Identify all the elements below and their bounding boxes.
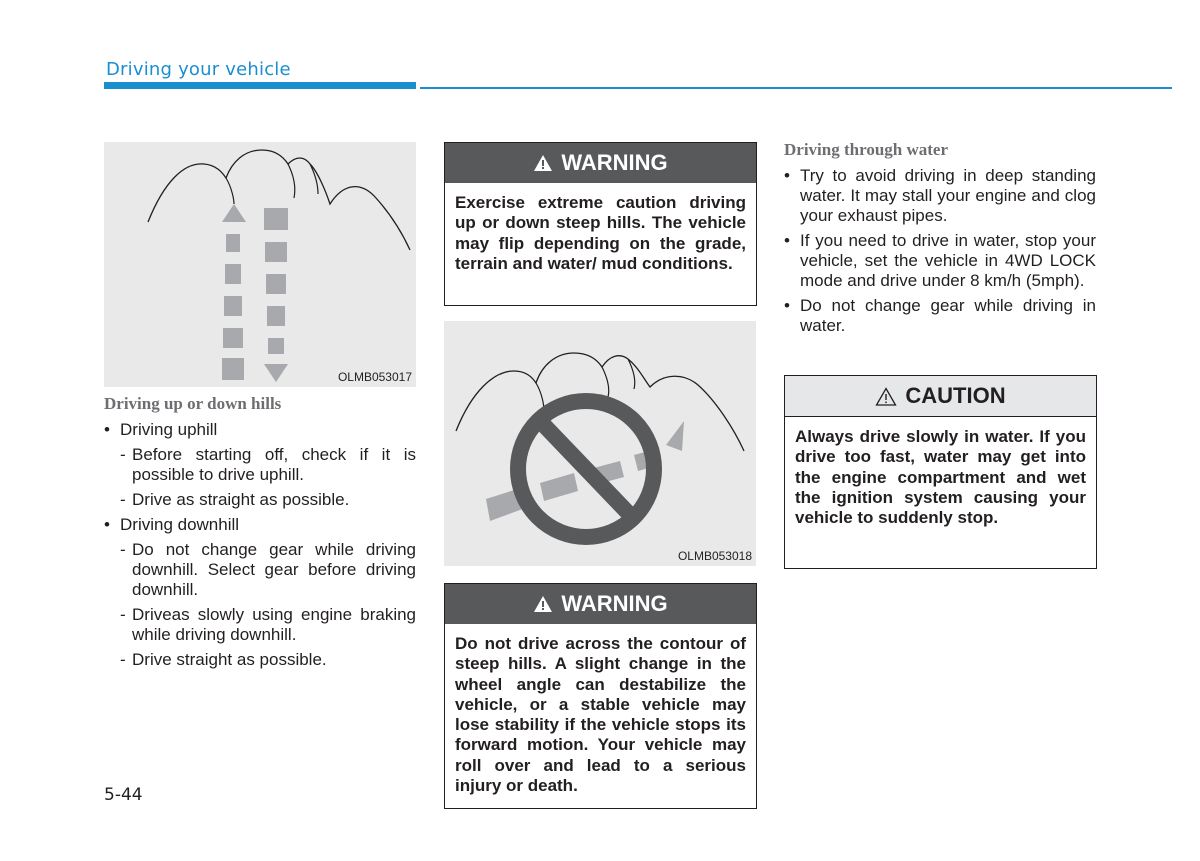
water-content — [784, 166, 1096, 341]
caution-title: CAUTION — [905, 383, 1006, 408]
warning-box — [444, 142, 757, 306]
warning-text: Exercise extreme caution driving up or down steep hills. The vehicle may flip depending on the grade, terrain and water/ mud conditions. — [455, 193, 746, 273]
contour-figure — [444, 321, 756, 566]
right-arrow-icon — [666, 421, 684, 451]
hills-figure — [104, 142, 416, 387]
list-item: • Driving downhill — [104, 515, 416, 535]
warning-icon — [533, 154, 553, 172]
list-item: - Do not change gear while driving downhill. Select gear before driving downhill. — [104, 540, 416, 600]
list-item: - Drive straight as possible. — [104, 650, 416, 670]
warning-header — [445, 143, 756, 183]
hills-content — [104, 420, 416, 675]
warning-header — [445, 584, 756, 624]
warning-title: WARNING — [561, 150, 668, 175]
section-heading-water: Driving through water — [784, 140, 949, 159]
header-bar — [104, 82, 416, 89]
figure-code: OLMB053017 — [337, 370, 412, 384]
warning-box — [444, 583, 757, 809]
list-item: • Do not change gear while driving in water. — [784, 296, 1096, 336]
caution-box — [784, 375, 1097, 569]
warning-text: Do not drive across the contour of steep hills. A slight change in the wheel angle can destabilize the vehicle, or a stable vehicle may lose stability if the vehicle stops its forward motion. Your vehicle may roll over and lead to a serious injury or death. — [455, 634, 746, 796]
list-item: • If you need to drive in water, stop your vehicle, set the vehicle in 4WD LOCK mode and drive under 8 km/h (5mph). — [784, 231, 1096, 291]
up-arrow-icon — [222, 204, 246, 222]
prohibited-icon — [518, 401, 654, 537]
section-title: Driving your vehicle — [106, 59, 291, 80]
down-arrow-icon — [264, 364, 288, 382]
list-item: - Drive as straight as possible. — [104, 490, 416, 510]
list-item: • Try to avoid driving in deep standing water. It may stall your engine and clog your exhaust pipes. — [784, 166, 1096, 226]
figure-code: OLMB053018 — [677, 549, 752, 563]
caution-header — [785, 376, 1096, 417]
list-item: - Driveas slowly using engine braking while driving downhill. — [104, 605, 416, 645]
warning-title: WARNING — [561, 591, 668, 616]
list-item: - Before starting off, check if it is possible to drive uphill. — [104, 445, 416, 485]
warning-icon — [533, 595, 553, 613]
contour-illustration — [444, 321, 756, 566]
hills-illustration — [104, 142, 416, 387]
list-item: • Driving uphill — [104, 420, 416, 440]
header-rule — [420, 87, 1172, 89]
caution-text: Always drive slowly in water. If you drive too fast, water may get into the engine compartment and wet the ignition system causing your vehicle to suddenly stop. — [795, 427, 1086, 528]
section-heading-hills: Driving up or down hills — [104, 394, 282, 413]
caution-icon — [875, 387, 897, 406]
page-number: 5-44 — [104, 785, 143, 805]
